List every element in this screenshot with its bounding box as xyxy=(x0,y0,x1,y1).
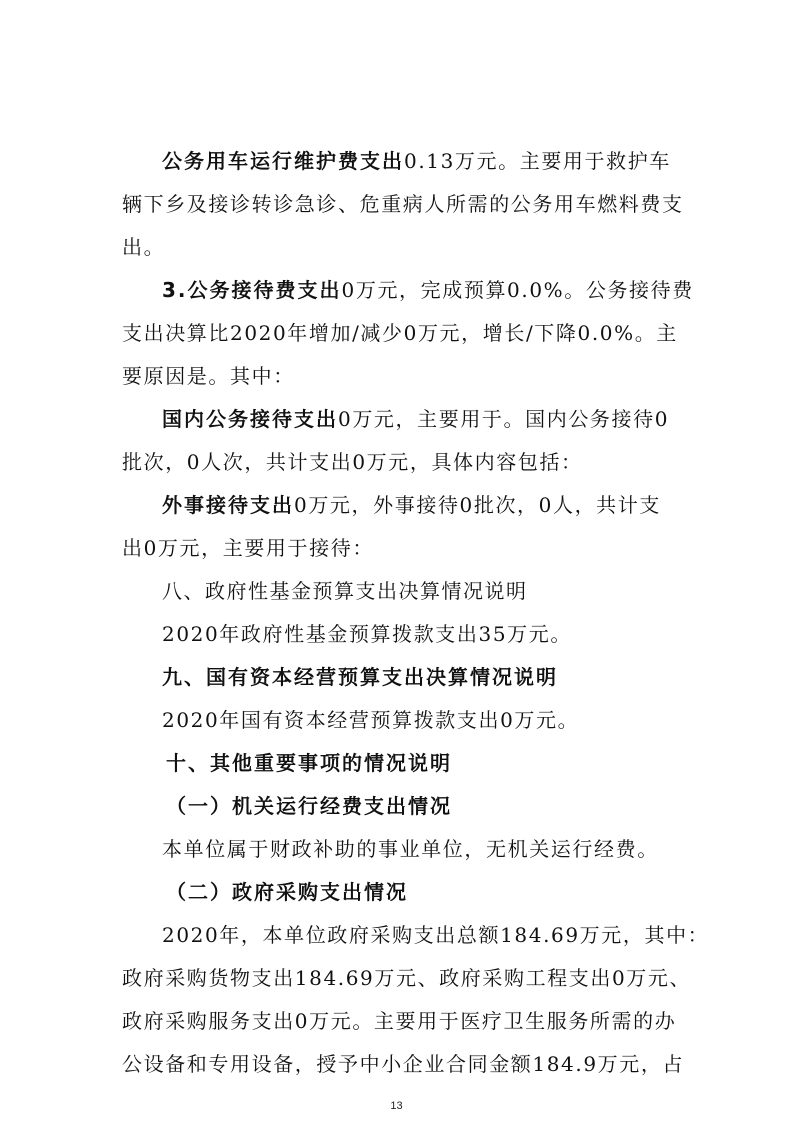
bold-lead: 国内公务接待支出 xyxy=(162,407,338,431)
paragraph-vehicle-maintenance: 公务用车运行维护费支出0.13万元。主要用于救护车 xyxy=(162,149,671,173)
text-line: 要原因是。其中： xyxy=(122,364,295,388)
bold-lead: 3.公务接待费支出 xyxy=(162,278,342,302)
text-line: 公设备和专用设备，授予中小企业合同金额184.9万元，占 xyxy=(122,1052,685,1076)
text-line: 辆下乡及接诊转诊急诊、危重病人所需的公务用车燃料费支 xyxy=(122,192,684,216)
paragraph-state-capital: 2020年国有资本经营预算拨款支出0万元。 xyxy=(162,708,580,732)
paragraph-procurement: 2020年，本单位政府采购支出总额184.69万元，其中： xyxy=(162,923,710,947)
section-heading-8: 八、政府性基金预算支出决算情况说明 xyxy=(162,579,528,603)
text-line: 政府采购货物支出184.69万元、政府采购工程支出0万元、 xyxy=(122,966,692,990)
text-line: 支出决算比2020年增加/减少0万元，增长/下降0.0%。主 xyxy=(122,321,678,345)
paragraph-operating-costs: 本单位属于财政补助的事业单位，无机关运行经费。 xyxy=(162,837,659,861)
text-line: 批次，0人次，共计支出0万元，具体内容包括： xyxy=(122,450,583,474)
bold-lead: 公务用车运行维护费支出 xyxy=(162,149,404,173)
text-line: 政府采购服务支出0万元。主要用于医疗卫生服务所需的办 xyxy=(122,1009,677,1033)
section-heading-10: 十、其他重要事项的情况说明 xyxy=(166,751,452,775)
page-number: 13 xyxy=(390,1100,403,1112)
subsection-heading-1: （一）机关运行经费支出情况 xyxy=(166,794,452,818)
paragraph-fund-budget: 2020年政府性基金预算拨款支出35万元。 xyxy=(162,622,572,646)
bold-lead: 外事接待支出 xyxy=(162,493,294,517)
section-heading-9: 九、国有资本经营预算支出决算情况说明 xyxy=(162,665,558,689)
paragraph-domestic-reception: 国内公务接待支出0万元，主要用于。国内公务接待0 xyxy=(162,407,670,431)
text-line: 出0万元，主要用于接待： xyxy=(122,536,374,560)
paragraph-foreign-reception: 外事接待支出0万元，外事接待0批次，0人，共计支 xyxy=(162,493,661,517)
subsection-heading-2: （二）政府采购支出情况 xyxy=(166,880,408,904)
paragraph-reception: 3.公务接待费支出0万元，完成预算0.0%。公务接待费 xyxy=(162,278,694,302)
text-line: 出。 xyxy=(122,235,166,259)
